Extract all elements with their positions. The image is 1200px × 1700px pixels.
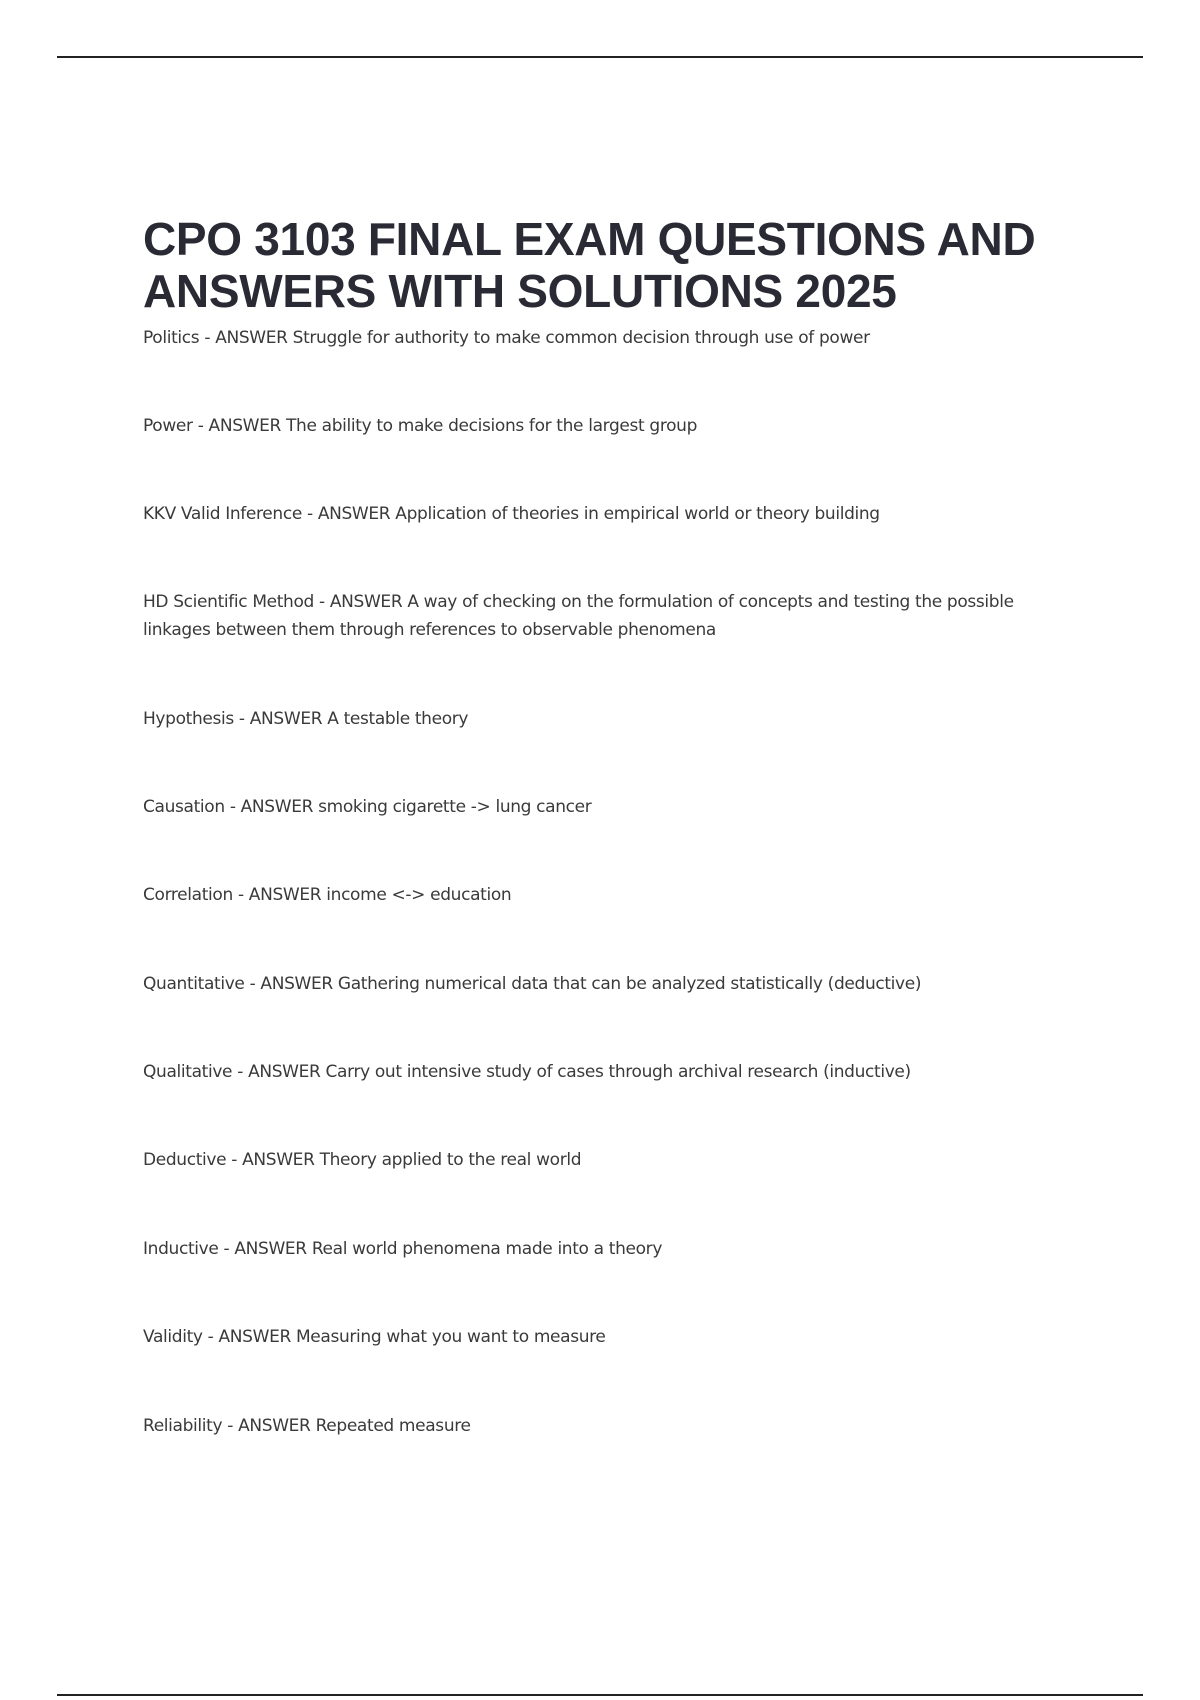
qa-answer: Measuring what you want to measure [295, 1327, 606, 1347]
qa-separator: - ANSWER [313, 592, 408, 612]
qa-answer: Gathering numerical data that can be analyzed statistically (deductive) [337, 974, 922, 994]
qa-answer: Carry out intensive study of cases through archival research (inductive) [325, 1062, 911, 1082]
qa-answer: Theory applied to the real world [319, 1150, 582, 1170]
qa-separator: - ANSWER [226, 1150, 320, 1170]
qa-answer: income <-> education [326, 885, 512, 905]
qa-term: Causation [143, 797, 225, 817]
qa-separator: - ANSWER [244, 974, 338, 994]
qa-separator: - ANSWER [224, 797, 319, 817]
qa-term: KKV Valid Inference [143, 504, 302, 524]
qa-term: Correlation [143, 885, 233, 905]
qa-term: Validity [143, 1327, 203, 1347]
bottom-rule [57, 1694, 1143, 1696]
qa-separator: - ANSWER [199, 328, 293, 348]
qa-term: Reliability [143, 1416, 223, 1436]
qa-entry-power [143, 412, 1043, 440]
qa-separator: - ANSWER [233, 709, 328, 729]
qa-entry-politics [143, 324, 1043, 352]
qa-entry-causation [143, 793, 1043, 821]
qa-entry-validity [143, 1323, 1043, 1351]
qa-term: Inductive [143, 1239, 219, 1259]
qa-answer: smoking cigarette -> lung cancer [318, 797, 592, 817]
qa-answer: The ability to make decisions for the largest group [286, 416, 698, 436]
qa-term: Politics [143, 328, 200, 348]
qa-entry-correlation [143, 881, 1043, 909]
qa-term: Hypothesis [143, 709, 234, 729]
qa-term: Deductive [143, 1150, 227, 1170]
qa-entry-hd-scientific-method [143, 588, 1043, 644]
qa-term: HD Scientific Method [143, 592, 314, 612]
qa-entry-hypothesis [143, 705, 1043, 733]
qa-entry-deductive [143, 1146, 1043, 1174]
qa-separator: - ANSWER [232, 1062, 326, 1082]
qa-answer: Repeated measure [315, 1416, 471, 1436]
qa-entry-inductive [143, 1235, 1043, 1263]
document-title: CPO 3103 FINAL EXAM QUESTIONS AND ANSWERS WITH SOLUTIONS 2025 [143, 213, 1036, 317]
qa-answer: Application of theories in empirical world or theory building [395, 504, 880, 524]
qa-answer: A way of checking on the formulation of concepts and testing the possible linkages between them through references to observable phenomena [143, 592, 1014, 640]
qa-term: Quantitative [143, 974, 245, 994]
qa-separator: - ANSWER [218, 1239, 312, 1259]
qa-entry-qualitative [143, 1058, 1043, 1086]
qa-separator: - ANSWER [232, 885, 327, 905]
qa-entry-reliability [143, 1412, 1043, 1440]
qa-separator: - ANSWER [301, 504, 396, 524]
qa-answer: Struggle for authority to make common decision through use of power [292, 328, 870, 348]
top-rule [57, 56, 1143, 58]
qa-term: Power [143, 416, 193, 436]
qa-separator: - ANSWER [222, 1416, 316, 1436]
qa-entry-quantitative [143, 970, 1043, 998]
qa-term: Qualitative [143, 1062, 233, 1082]
qa-answer: Real world phenomena made into a theory [311, 1239, 663, 1259]
qa-entry-kkv-valid-inference [143, 500, 1043, 528]
qa-answer: A testable theory [327, 709, 469, 729]
qa-separator: - ANSWER [202, 1327, 296, 1347]
qa-separator: - ANSWER [192, 416, 287, 436]
